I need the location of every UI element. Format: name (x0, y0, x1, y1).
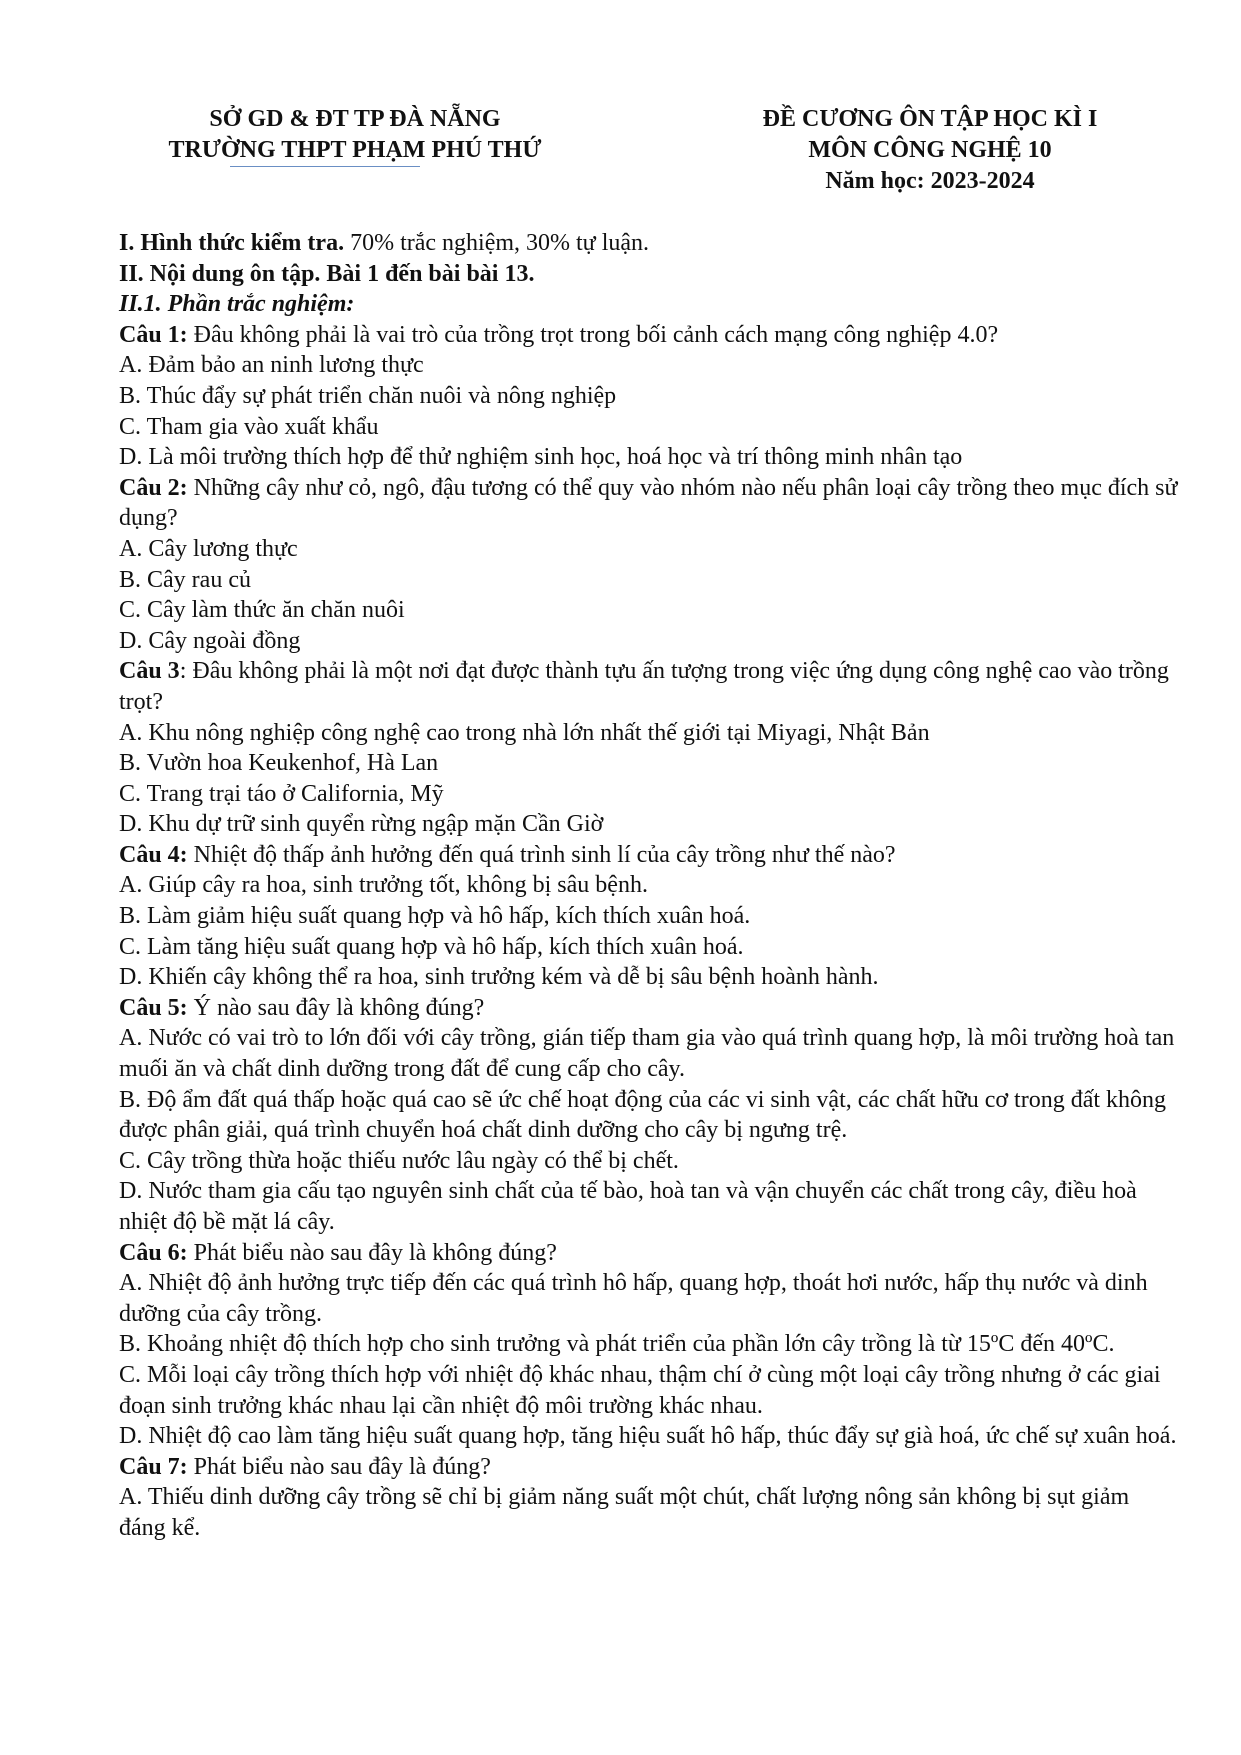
section-1-heading: I. Hình thức kiểm tra. (119, 230, 345, 256)
question-label: Câu 3 (119, 658, 180, 685)
school-year: Năm học: 2023-2024 (825, 168, 1035, 194)
question-7 (119, 1452, 1179, 1483)
answer-option: C. Tham gia vào xuất khẩu (119, 413, 379, 440)
question-text: Những cây như cỏ, ngô, đậu tương có thể quy vào nhóm nào nếu phân loại cây trồng theo mục đích sử dụng? (119, 474, 1178, 532)
answer-option: C. Cây trồng thừa hoặc thiếu nước lâu ngày có thể bị chết. (119, 1147, 679, 1174)
answer-option: B. Vườn hoa Keukenhof, Hà Lan (119, 750, 439, 777)
section-1 (119, 228, 1179, 259)
document-title: ĐỀ CƯƠNG ÔN TẬP HỌC KÌ I (762, 106, 1098, 132)
question-text: Phát biểu nào sau đây là đúng? (187, 1453, 491, 1480)
question-3 (119, 656, 1179, 717)
header-left-block (120, 104, 590, 166)
answer-option: A. Đảm bảo an ninh lương thực (119, 352, 424, 379)
answer-option: B. Thúc đẩy sự phát triển chăn nuôi và nông nghiệp (119, 382, 617, 409)
answer-option: D. Cây ngoài đồng (119, 627, 301, 654)
question-label: Câu 6: (119, 1239, 188, 1266)
school-name-underline (230, 166, 420, 167)
question-text: Phát biểu nào sau đây là không đúng? (187, 1239, 557, 1266)
answer-option: C. Trang trại táo ở California, Mỹ (119, 780, 444, 807)
answer-option: D. Nhiệt độ cao làm tăng hiệu suất quang hợp, tăng hiệu suất hô hấp, thúc đẩy sự già hoá, ức chế sự xuân hoá. (119, 1423, 1177, 1450)
answer-option: C. Mỗi loại cây trồng thích hợp với nhiệt độ khác nhau, thậm chí ở cùng một loại cây trồng nhưng ở các giai đoạn sinh trưởng khác nhau lại cần nhiệt độ môi trường khác nhau. (119, 1361, 1161, 1419)
answer-option: A. Khu nông nghiệp công nghệ cao trong nhà lớn nhất thế giới tại Miyagi, Nhật Bản (119, 719, 930, 746)
document-body (119, 228, 1179, 1544)
answer-option: D. Khu dự trữ sinh quyển rừng ngập mặn Cần Giờ (119, 811, 604, 838)
question-label: Câu 1: (119, 321, 188, 348)
question-label: Câu 4: (119, 841, 188, 868)
question-text: Đâu không phải là vai trò của trồng trọt trong bối cảnh cách mạng công nghiệp 4.0? (187, 321, 999, 348)
answer-option: A. Giúp cây ra hoa, sinh trưởng tốt, không bị sâu bệnh. (119, 872, 648, 899)
answer-option: B. Làm giảm hiệu suất quang hợp và hô hấp, kích thích xuân hoá. (119, 903, 751, 930)
section-1-text: 70% trắc nghiệm, 30% tự luận. (344, 230, 650, 256)
question-6 (119, 1238, 1179, 1269)
question-1 (119, 320, 1179, 351)
answer-option: C. Cây làm thức ăn chăn nuôi (119, 597, 405, 624)
question-label: Câu 7: (119, 1453, 188, 1480)
question-text: Nhiệt độ thấp ảnh hưởng đến quá trình sinh lí của cây trồng như thế nào? (187, 841, 896, 868)
answer-option: B. Độ ẩm đất quá thấp hoặc quá cao sẽ ức chế hoạt động của các vi sinh vật, các chất hữu cơ trong đất không được phân giải, quá trình chuyển hoá chất dinh dưỡng cho cây bị ngưng trệ. (119, 1086, 1167, 1144)
answer-option: D. Là môi trường thích hợp để thử nghiệm sinh học, hoá học và trí thông minh nhân tạo (119, 444, 963, 471)
department-name: SỞ GD & ĐT TP ĐÀ NẴNG (209, 106, 501, 132)
question-2 (119, 473, 1179, 534)
answer-option: C. Làm tăng hiệu suất quang hợp và hô hấp, kích thích xuân hoá. (119, 933, 744, 960)
question-text: Ý nào sau đây là không đúng? (187, 994, 485, 1021)
answer-option: D. Khiến cây không thể ra hoa, sinh trưởng kém và dễ bị sâu bệnh hoành hành. (119, 964, 879, 991)
question-label: Câu 2: (119, 474, 188, 501)
question-4 (119, 840, 1179, 871)
question-text: : Đâu không phải là một nơi đạt được thành tựu ấn tượng trong việc ứng dụng công nghệ cao vào trồng trọt? (119, 658, 1169, 715)
question-5 (119, 993, 1179, 1024)
question-label: Câu 5: (119, 994, 188, 1021)
answer-option: B. Khoảng nhiệt độ thích hợp cho sinh trưởng và phát triển của phần lớn cây trồng là từ 15ºC đến 40ºC. (119, 1331, 1115, 1358)
answer-option: D. Nước tham gia cấu tạo nguyên sinh chất của tế bào, hoà tan và vận chuyển các chất trong cây, điều hoà nhiệt độ bề mặt lá cây. (119, 1178, 1137, 1235)
answer-option: A. Nước có vai trò to lớn đối với cây trồng, gián tiếp tham gia vào quá trình quang hợp, là môi trường hoà tan muối ăn và chất dinh dưỡng trong đất để cung cấp cho cây. (119, 1025, 1175, 1083)
document-header (0, 104, 1241, 204)
section-2-1-heading: II.1. Phần trắc nghiệm: (119, 291, 355, 318)
answer-option: A. Cây lương thực (119, 535, 298, 562)
answer-option: B. Cây rau củ (119, 566, 251, 593)
school-name: TRƯỜNG THPT PHẠM PHÚ THỨ (168, 137, 542, 163)
header-right-block (650, 104, 1210, 197)
section-2-heading: II. Nội dung ôn tập. Bài 1 đến bài bài 13. (119, 260, 535, 287)
subject-title: MÔN CÔNG NGHỆ 10 (808, 137, 1052, 163)
answer-option: A. Nhiệt độ ảnh hưởng trực tiếp đến các quá trình hô hấp, quang hợp, thoát hơi nước, hấp thụ nước và dinh dưỡng của cây trồng. (119, 1270, 1148, 1327)
answer-option: A. Thiếu dinh dưỡng cây trồng sẽ chỉ bị giảm năng suất một chút, chất lượng nông sản không bị sụt giảm đáng kể. (119, 1484, 1130, 1541)
